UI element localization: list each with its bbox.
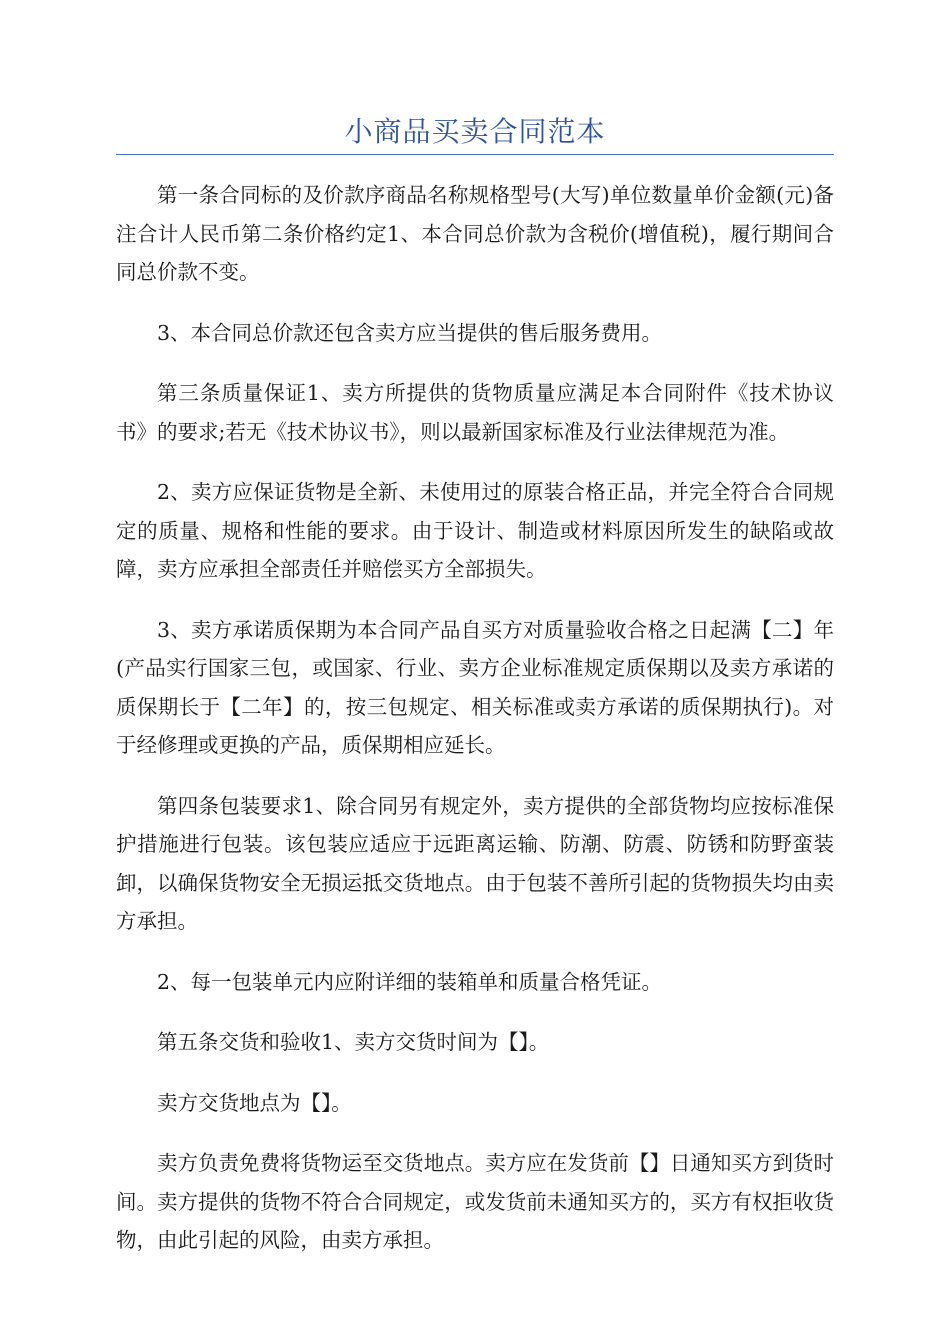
- paragraph-article-4-item-1: 第四条包装要求1、除合同另有规定外，卖方提供的全部货物均应按标准保护措施进行包装。该包装应适应于远距离运输、防潮、防震、防锈和防野蛮装卸，以确保货物安全无损运抵交货地点。由于包装不善所引起的货物损失均由卖方承担。: [116, 793, 834, 933]
- paragraph-article-3-item-1: 第三条质量保证1、卖方所提供的货物质量应满足本合同附件《技术协议书》的要求;若无《技术协议书》，则以最新国家标准及行业法律规范为准。: [116, 381, 834, 444]
- paragraph-article-4-item-2: 2、每一包装单元内应附详细的装箱单和质量合格凭证。: [157, 969, 663, 994]
- title-underline: [116, 154, 834, 155]
- document-title: 小商品买卖合同范本: [344, 115, 606, 148]
- paragraph-delivery-terms: 卖方负责免费将货物运至交货地点。卖方应在发货前【】日通知买方到货时间。卖方提供的货物不符合合同规定，或发货前未通知买方的，买方有权拒收货物，由此引起的风险，由卖方承担。: [116, 1151, 834, 1252]
- paragraph-article-2-item-3: 3、本合同总价款还包含卖方应当提供的售后服务费用。: [157, 320, 663, 345]
- document-body: [116, 176, 834, 1282]
- paragraph-article-3-item-3: 3、卖方承诺质保期为本合同产品自买方对质量验收合格之日起满【二】年(产品实行国家三包，或国家、行业、卖方企业标准规定质保期以及卖方承诺的质保期长于【二年】的，按三包规定、相关标准或卖方承诺的质保期执行)。对于经修理或更换的产品，质保期相应延长。: [116, 617, 834, 757]
- paragraph-article-5-item-1: 第五条交货和验收1、卖方交货时间为【】。: [157, 1030, 550, 1054]
- paragraph-article-1: 第一条合同标的及价款序商品名称规格型号(大写)单位数量单价金额(元)备注合计人民币第二条价格约定1、本合同总价款为含税价(增值税)，履行期间合同总价款不变。: [116, 183, 834, 284]
- paragraph-article-3-item-2: 2、卖方应保证货物是全新、未使用过的原装合格正品，并完全符合合同规定的质量、规格和性能的要求。由于设计、制造或材料原因所发生的缺陷或故障，卖方应承担全部责任并赔偿买方全部损失。: [116, 480, 834, 581]
- paragraph-delivery-place: 卖方交货地点为【】。: [157, 1090, 352, 1115]
